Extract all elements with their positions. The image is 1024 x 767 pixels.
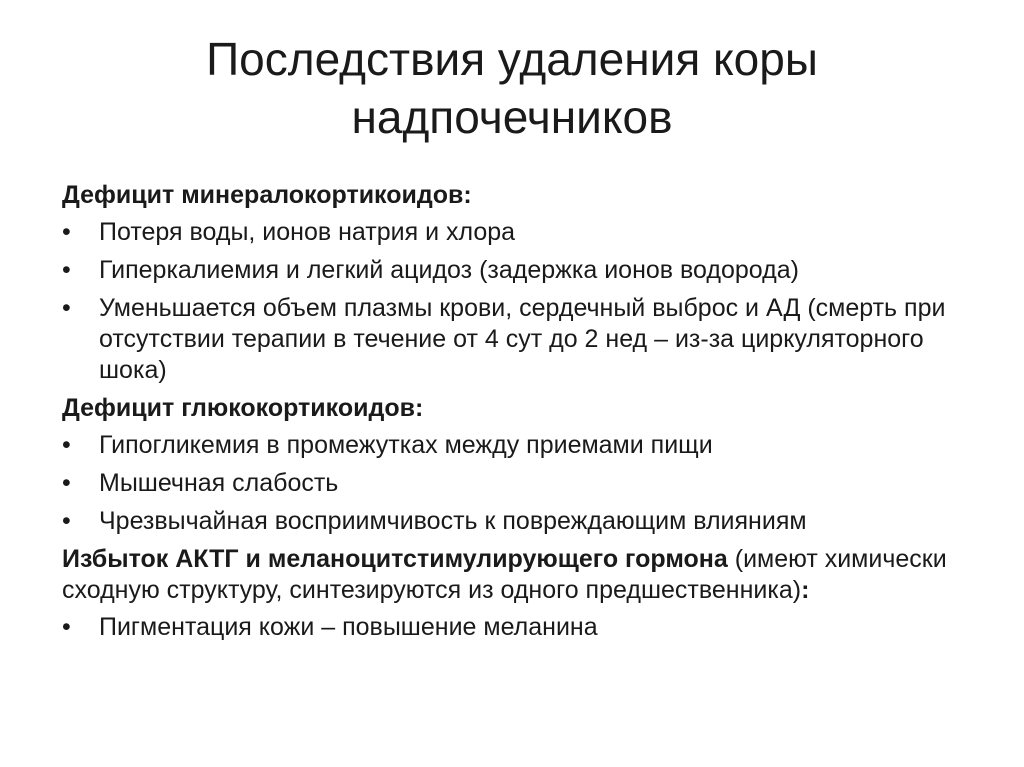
slide-title-line2: надпочечников — [351, 91, 673, 143]
bullet-text: Гипогликемия в промежутках между приемами пищи — [99, 431, 713, 459]
bullet-item — [62, 506, 972, 537]
section-heading-mineralocorticoids: Дефицит минералокортикоидов: — [62, 181, 472, 209]
section-heading-bold-text: Избыток АКТГ и меланоцитстимулирующего гормона — [62, 545, 728, 573]
bullet-text: Чрезвычайная восприимчивость к повреждающим влияниям — [99, 507, 807, 535]
section-heading-glucocorticoids: Дефицит глюкокортикоидов: — [62, 394, 424, 422]
bullet-text: Уменьшается объем плазмы крови, сердечный выброс и АД (смерть при отсутствии терапии в течение от 4 сут до 2 нед – из-за циркуляторного шока) — [99, 294, 946, 384]
bullet-list-glucocorticoids — [62, 430, 972, 537]
slide-title-line1: Последствия удаления коры — [206, 33, 818, 85]
section-heading-note: (имеют химически сходную структуру, синтезируются из одного предшественника) — [62, 545, 947, 604]
section-heading-colon: : — [801, 576, 810, 604]
bullet-item — [62, 430, 972, 461]
bullet-icon: • — [62, 218, 71, 246]
bullet-item — [62, 468, 972, 499]
bullet-icon: • — [62, 613, 71, 641]
bullet-item — [62, 255, 972, 286]
bullet-text: Пигментация кожи – повышение меланина — [99, 613, 598, 641]
slide-body — [62, 180, 972, 650]
bullet-icon: • — [62, 469, 71, 497]
bullet-item — [62, 217, 972, 248]
bullet-text: Мышечная слабость — [99, 469, 339, 497]
bullet-icon: • — [62, 294, 71, 322]
bullet-list-acth-excess — [62, 612, 972, 643]
bullet-item — [62, 612, 972, 643]
bullet-list-mineralocorticoids — [62, 217, 972, 386]
bullet-item — [62, 293, 972, 386]
bullet-text: Гиперкалиемия и легкий ацидоз (задержка ионов водорода) — [99, 256, 799, 284]
section-heading-acth-excess — [62, 544, 972, 606]
slide-title — [60, 30, 964, 146]
bullet-icon: • — [62, 431, 71, 459]
bullet-icon: • — [62, 507, 71, 535]
bullet-icon: • — [62, 256, 71, 284]
bullet-text: Потеря воды, ионов натрия и хлора — [99, 218, 516, 246]
